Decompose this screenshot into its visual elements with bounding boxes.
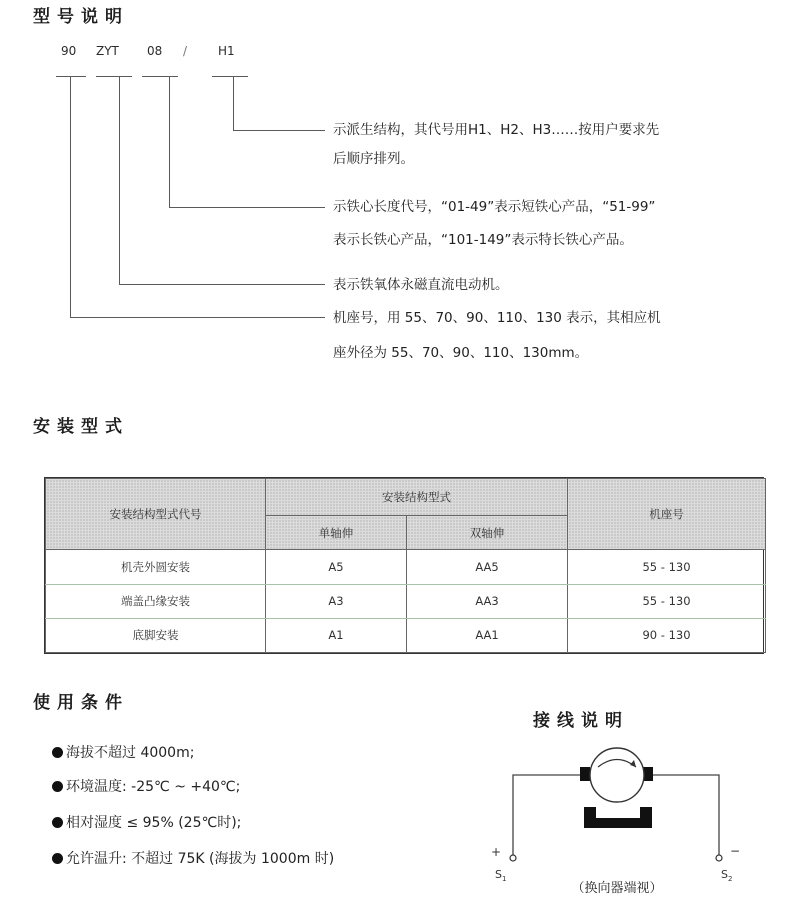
model-code-frame: 90 — [61, 44, 77, 58]
bullet-icon — [52, 817, 63, 828]
row-double: AA1 — [407, 618, 568, 652]
row-single: A3 — [266, 584, 407, 618]
condition-text: 相对湿度 ≤ 95% (25℃时); — [66, 815, 242, 831]
leader-variant-horizontal — [233, 130, 325, 131]
desc-series: 表示铁氧体永磁直流电动机。 — [333, 277, 509, 293]
wire-right — [652, 775, 719, 855]
table-row — [46, 618, 766, 652]
leader-length-horizontal — [169, 207, 325, 208]
col-header-code: 安装结构型式代号 — [46, 479, 266, 550]
desc-variant-line1: 示派生结构，其代号用H1、H2、H3……按用户要求先 — [333, 122, 660, 138]
row-frame: 55 - 130 — [568, 550, 766, 584]
wiring-caption: （换向器端视） — [571, 881, 663, 896]
model-code-variant: H1 — [218, 44, 235, 58]
bullet-icon — [52, 781, 63, 792]
col-header-type: 安装结构型式 — [266, 479, 568, 516]
underline-frame — [56, 76, 86, 77]
model-heading: 型号说明 — [33, 7, 129, 27]
row-name: 底脚安装 — [46, 618, 266, 652]
underline-variant — [212, 76, 248, 77]
install-table — [44, 477, 764, 654]
terminal-s2-icon — [716, 855, 722, 861]
desc-length-line2: 表示长铁心产品，“101-149”表示特长铁心产品。 — [333, 232, 633, 248]
s1-label: $S_1$ — [495, 868, 507, 883]
underline-series — [96, 76, 132, 77]
underline-length — [142, 76, 178, 77]
table-row — [46, 584, 766, 618]
install-heading: 安装型式 — [33, 417, 129, 437]
plus-label: + — [491, 845, 502, 859]
bullet-icon — [52, 853, 63, 864]
bullet-icon — [52, 747, 63, 758]
table-row — [46, 550, 766, 584]
row-name: 机壳外圆安装 — [46, 550, 266, 584]
model-code-series: ZYT — [96, 44, 119, 58]
wiring-diagram — [480, 695, 780, 897]
leader-series-horizontal — [119, 284, 325, 285]
leader-series-vertical — [119, 76, 120, 284]
col-header-frame: 机座号 — [568, 479, 766, 550]
row-double: AA3 — [407, 584, 568, 618]
condition-text: 允许温升: 不超过 75K (海拔为 1000m 时) — [66, 851, 335, 867]
desc-length-line1: 示铁心长度代号，“01-49”表示短铁心产品，“51-99” — [333, 199, 656, 215]
row-single: A5 — [266, 550, 407, 584]
desc-variant-line2: 后顺序排列。 — [333, 151, 414, 167]
conditions-heading: 使用条件 — [33, 693, 129, 713]
minus-label: − — [730, 844, 741, 858]
condition-temperature — [52, 776, 240, 796]
desc-frame-line2: 座外径为 55、70、90、110、130mm。 — [333, 345, 589, 361]
terminal-s1-icon — [510, 855, 516, 861]
wiring-heading: 接线说明 — [533, 711, 629, 731]
condition-altitude — [52, 742, 194, 762]
leader-frame-horizontal — [70, 317, 325, 318]
model-code-slash: / — [183, 44, 188, 58]
row-name: 端盖凸缘安装 — [46, 584, 266, 618]
brush-left-icon — [580, 767, 590, 781]
row-frame: 55 - 130 — [568, 584, 766, 618]
wire-left — [513, 775, 582, 855]
s2-label: $S_2$ — [721, 868, 733, 883]
commutator-icon — [590, 748, 644, 802]
leader-length-vertical — [169, 76, 170, 207]
row-single: A1 — [266, 618, 407, 652]
condition-text: 环境温度: -25℃ ~ +40℃; — [66, 779, 241, 795]
mount-bracket-icon — [584, 807, 652, 828]
row-double: AA5 — [407, 550, 568, 584]
leader-variant-vertical — [233, 76, 234, 130]
desc-frame-line1: 机座号，用 55、70、90、110、130 表示，其相应机 — [333, 310, 661, 326]
condition-humidity — [52, 812, 241, 832]
leader-frame-vertical — [70, 76, 71, 317]
condition-temp-rise — [52, 848, 334, 868]
row-frame: 90 - 130 — [568, 618, 766, 652]
condition-text: 海拔不超过 4000m; — [66, 745, 195, 761]
col-header-double: 双轴伸 — [407, 516, 568, 550]
col-header-single: 单轴伸 — [266, 516, 407, 550]
model-code-length: 08 — [147, 44, 163, 58]
